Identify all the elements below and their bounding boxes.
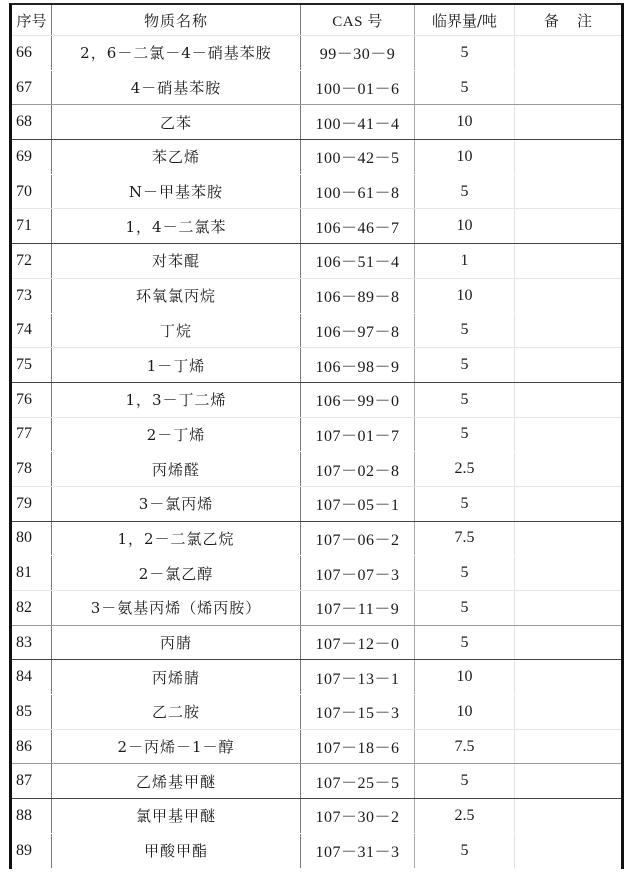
table-row — [12, 660, 621, 695]
cas-number-cell: 106－51－4 — [301, 244, 415, 278]
remarks-cell — [515, 348, 621, 382]
substance-name-cell: 丁烷 — [52, 314, 301, 348]
threshold-cell: 2.5 — [415, 452, 515, 486]
table-row — [12, 522, 621, 557]
table-row — [12, 799, 621, 834]
threshold-cell: 5 — [415, 36, 515, 70]
serial-number-cell: 84 — [12, 660, 52, 694]
cas-number-cell: 107－31－3 — [301, 834, 415, 868]
remarks-cell — [515, 175, 621, 209]
cas-number-cell: 107－07－3 — [301, 556, 415, 590]
serial-number-cell: 80 — [12, 522, 52, 556]
threshold-cell: 5 — [415, 71, 515, 105]
threshold-cell: 10 — [415, 695, 515, 729]
table-row — [12, 140, 621, 175]
cas-number-cell: 100－41－4 — [301, 105, 415, 139]
remarks-cell — [515, 244, 621, 278]
cas-number-cell: 107－18－6 — [301, 730, 415, 764]
remarks-cell — [515, 383, 621, 417]
remarks-cell — [515, 279, 621, 313]
threshold-cell: 5 — [415, 626, 515, 660]
substance-name-cell: 4－硝基苯胺 — [52, 71, 301, 105]
substance-name-cell: 1，4－二氯苯 — [52, 209, 301, 243]
cas-number-cell: 106－98－9 — [301, 348, 415, 382]
substance-name-cell: 甲酸甲酯 — [52, 834, 301, 868]
remarks-cell — [515, 487, 621, 521]
cas-number-cell: 107－02－8 — [301, 452, 415, 486]
substance-name-cell: N－甲基苯胺 — [52, 175, 301, 209]
serial-number-cell: 67 — [12, 71, 52, 105]
cas-number-cell: 99－30－9 — [301, 36, 415, 70]
remarks-cell — [515, 660, 621, 694]
threshold-cell: 7.5 — [415, 522, 515, 556]
remarks-cell — [515, 140, 621, 174]
table-row — [12, 695, 621, 730]
remarks-cell — [515, 730, 621, 764]
serial-number-cell: 68 — [12, 105, 52, 139]
threshold-cell: 5 — [415, 418, 515, 452]
serial-number-cell: 70 — [12, 175, 52, 209]
cas-number-cell: 106－97－8 — [301, 314, 415, 348]
table-row — [12, 244, 621, 279]
substance-name-cell: 丙腈 — [52, 626, 301, 660]
substance-name-cell: 氯甲基甲醚 — [52, 799, 301, 833]
table-row — [12, 418, 621, 453]
cas-number-cell: 106－89－8 — [301, 279, 415, 313]
remarks-cell — [515, 764, 621, 798]
cas-number-cell: 107－15－3 — [301, 695, 415, 729]
table-header-row — [12, 5, 621, 36]
table-row — [12, 105, 621, 140]
substance-name-cell: 2－丙烯－1－醇 — [52, 730, 301, 764]
threshold-cell: 5 — [415, 591, 515, 625]
table-row — [12, 209, 621, 244]
remarks-cell — [515, 799, 621, 833]
table-row — [12, 348, 621, 383]
substance-name-cell: 乙苯 — [52, 105, 301, 139]
threshold-cell: 5 — [415, 348, 515, 382]
table-row — [12, 834, 621, 869]
remarks-cell — [515, 695, 621, 729]
table-row — [12, 764, 621, 799]
threshold-cell: 5 — [415, 175, 515, 209]
serial-number-cell: 88 — [12, 799, 52, 833]
cas-number-cell: 107－12－0 — [301, 626, 415, 660]
threshold-cell: 10 — [415, 660, 515, 694]
remarks-cell — [515, 834, 621, 868]
serial-number-cell: 78 — [12, 452, 52, 486]
threshold-cell: 1 — [415, 244, 515, 278]
cas-number-cell: 100－61－8 — [301, 175, 415, 209]
remarks-cell — [515, 452, 621, 486]
cas-number-cell: 100－42－5 — [301, 140, 415, 174]
serial-number-cell: 83 — [12, 626, 52, 660]
table-row — [12, 383, 621, 418]
table-row — [12, 626, 621, 661]
remarks-cell — [515, 36, 621, 70]
remarks-cell — [515, 556, 621, 590]
substance-name-cell: 1，3－丁二烯 — [52, 383, 301, 417]
table-row — [12, 175, 621, 210]
cas-number-cell: 107－01－7 — [301, 418, 415, 452]
cas-number-cell: 107－13－1 — [301, 660, 415, 694]
substance-name-cell: 对苯醌 — [52, 244, 301, 278]
table-row — [12, 36, 621, 71]
remarks-cell — [515, 591, 621, 625]
serial-number-cell: 85 — [12, 695, 52, 729]
remarks-cell — [515, 71, 621, 105]
substance-name-cell: 1，2－二氯乙烷 — [52, 522, 301, 556]
threshold-cell: 2.5 — [415, 799, 515, 833]
serial-number-cell: 86 — [12, 730, 52, 764]
serial-number-cell: 87 — [12, 764, 52, 798]
threshold-cell: 10 — [415, 209, 515, 243]
remarks-cell — [515, 418, 621, 452]
table-row — [12, 556, 621, 591]
serial-number-cell: 72 — [12, 244, 52, 278]
serial-number-cell: 75 — [12, 348, 52, 382]
serial-number-cell: 77 — [12, 418, 52, 452]
substance-name-cell: 1－丁烯 — [52, 348, 301, 382]
substance-name-cell: 2－丁烯 — [52, 418, 301, 452]
threshold-cell: 5 — [415, 556, 515, 590]
serial-number-cell: 81 — [12, 556, 52, 590]
table-row — [12, 279, 621, 314]
remarks-cell — [515, 105, 621, 139]
threshold-cell: 5 — [415, 314, 515, 348]
substance-name-cell: 环氧氯丙烷 — [52, 279, 301, 313]
header-remarks: 备注 — [543, 11, 610, 30]
serial-number-cell: 69 — [12, 140, 52, 174]
substance-name-cell: 乙二胺 — [52, 695, 301, 729]
cas-number-cell: 100－01－6 — [301, 71, 415, 105]
threshold-cell: 10 — [415, 140, 515, 174]
header-threshold: 临界量/吨 — [415, 5, 515, 35]
header-cas-number: CAS 号 — [301, 5, 415, 35]
remarks-cell — [515, 522, 621, 556]
table-row — [12, 314, 621, 349]
threshold-cell: 10 — [415, 105, 515, 139]
cas-number-cell: 106－46－7 — [301, 209, 415, 243]
header-serial-number: 序号 — [12, 5, 52, 35]
cas-number-cell: 107－30－2 — [301, 799, 415, 833]
serial-number-cell: 73 — [12, 279, 52, 313]
cas-number-cell: 107－25－5 — [301, 764, 415, 798]
remarks-cell — [515, 626, 621, 660]
header-substance-name: 物质名称 — [52, 5, 301, 35]
serial-number-cell: 66 — [12, 36, 52, 70]
substance-name-cell: 2，6－二氯－4－硝基苯胺 — [52, 36, 301, 70]
substance-name-cell: 2－氯乙醇 — [52, 556, 301, 590]
serial-number-cell: 79 — [12, 487, 52, 521]
threshold-cell: 5 — [415, 764, 515, 798]
threshold-cell: 7.5 — [415, 730, 515, 764]
remarks-cell — [515, 209, 621, 243]
cas-number-cell: 107－11－9 — [301, 591, 415, 625]
table-body — [12, 36, 621, 869]
table-row — [12, 452, 621, 487]
serial-number-cell: 76 — [12, 383, 52, 417]
threshold-cell: 5 — [415, 834, 515, 868]
threshold-cell: 5 — [415, 383, 515, 417]
hazardous-substances-table — [9, 3, 624, 869]
substance-name-cell: 丙烯醛 — [52, 452, 301, 486]
substance-name-cell: 3－氯丙烯 — [52, 487, 301, 521]
table-row — [12, 487, 621, 522]
serial-number-cell: 82 — [12, 591, 52, 625]
threshold-cell: 10 — [415, 279, 515, 313]
cas-number-cell: 107－05－1 — [301, 487, 415, 521]
table-row — [12, 71, 621, 106]
serial-number-cell: 74 — [12, 314, 52, 348]
serial-number-cell: 71 — [12, 209, 52, 243]
substance-name-cell: 苯乙烯 — [52, 140, 301, 174]
cas-number-cell: 106－99－0 — [301, 383, 415, 417]
threshold-cell: 5 — [415, 487, 515, 521]
table-row — [12, 730, 621, 765]
substance-name-cell: 丙烯腈 — [52, 660, 301, 694]
cas-number-cell: 107－06－2 — [301, 522, 415, 556]
substance-name-cell: 乙烯基甲醚 — [52, 764, 301, 798]
serial-number-cell: 89 — [12, 834, 52, 868]
substance-name-cell: 3－氨基丙烯（烯丙胺） — [52, 591, 301, 625]
remarks-cell — [515, 314, 621, 348]
table-row — [12, 591, 621, 626]
